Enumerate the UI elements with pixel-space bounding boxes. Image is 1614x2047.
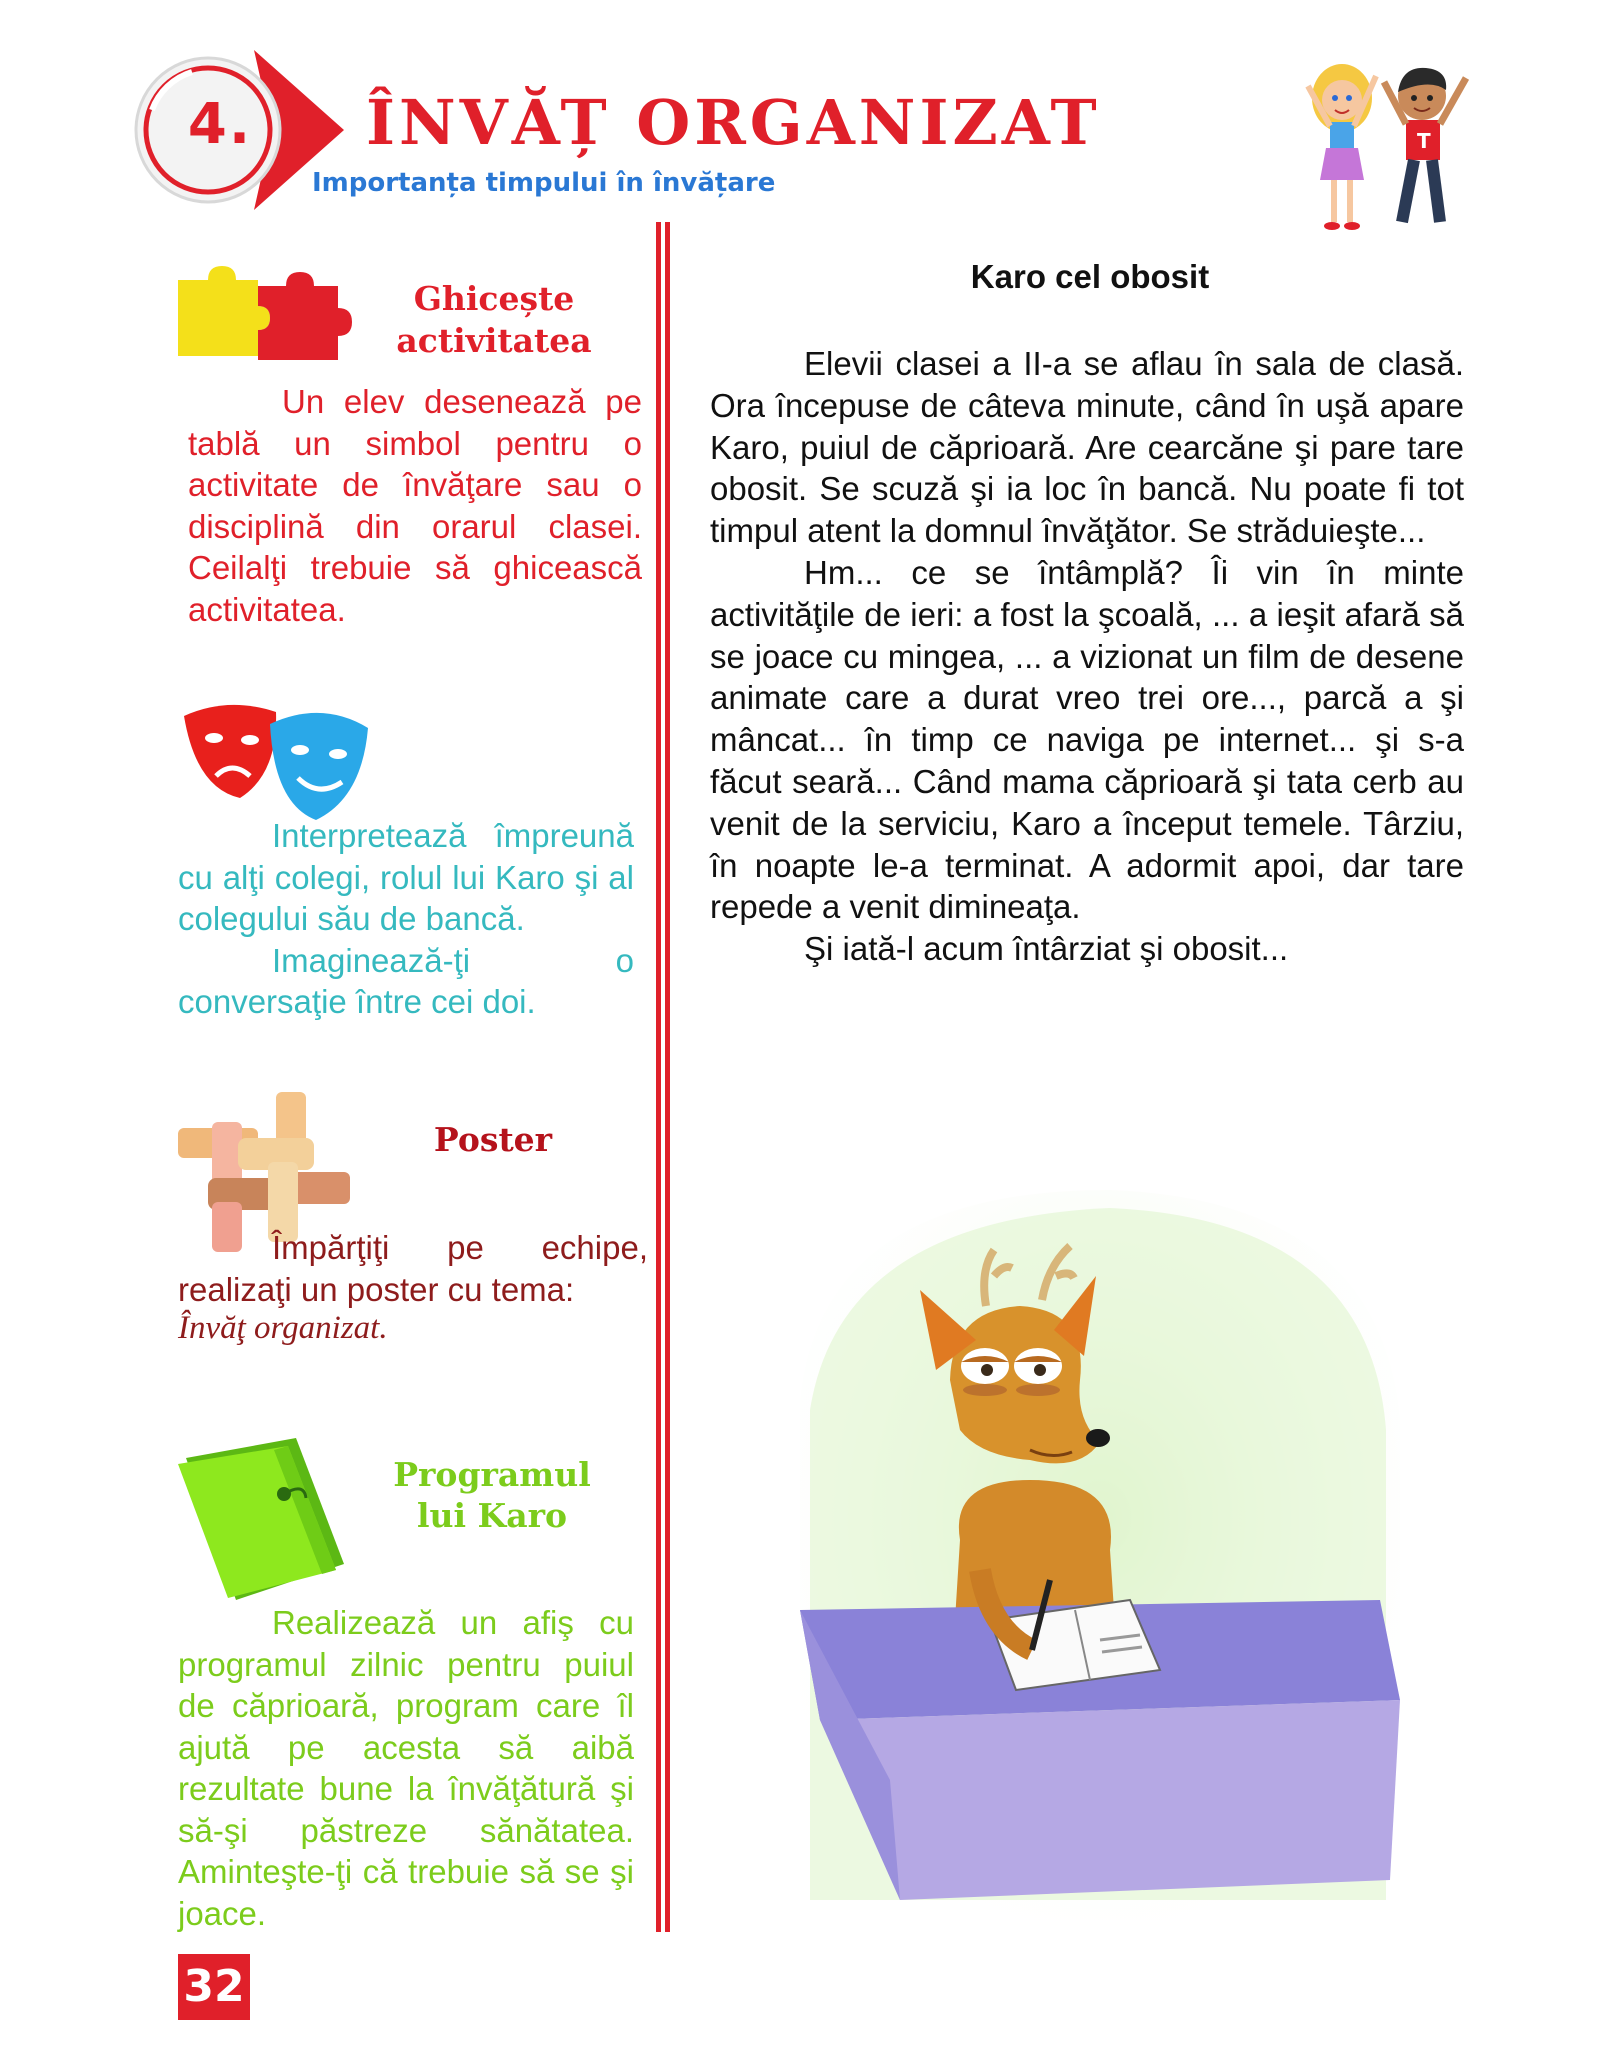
guess-activity-title-line2: activitatea <box>396 321 592 360</box>
story-paragraph-1: Elevii clasei a II-a se aflau în sala de clasă. Ora începuse de câteva minute, când în uşă apare Karo, puiul de căprioară. Are cearcăne şi pare tare obosit. Se scuză şi ia loc în bancă. Nu poate fi tot timpul atent la domnul învăţător. Se străduieşte... <box>710 345 1464 550</box>
column-divider <box>656 222 670 1932</box>
children-waving-illustration <box>1290 56 1490 236</box>
program-title-line1: Programul <box>393 1455 591 1494</box>
page-subtitle: Importanța timpului în învățare <box>312 168 776 198</box>
story-paragraph-3: Şi iată-l acum întârziat şi obosit... <box>804 930 1289 968</box>
guess-activity-title-line1: Ghicește <box>413 279 575 318</box>
interpret-text <box>178 815 634 1023</box>
page-title: ÎNVĂȚ ORGANIZAT <box>366 86 1101 159</box>
poster-topic: Învăţ organizat. <box>178 1310 388 1346</box>
program-title-line2: lui Karo <box>416 1496 567 1535</box>
interpret-paragraph-2: Imaginează-ţi o conversaţie între cei doi. <box>178 941 634 1020</box>
poster-text <box>178 1227 648 1347</box>
svg-text:T: T <box>1417 129 1431 153</box>
poster-title: Poster <box>433 1120 553 1159</box>
program-title <box>386 1454 598 1536</box>
theatre-masks-icon <box>178 694 374 824</box>
program-text: Realizează un afiş cu programul zilnic pentru puiul de căprioară, program care îl ajută pe acesta să aibă rezultate bune la învăţătură şi să-şi păstreze sănătatea. Aminteşte-ţi că trebuie să se şi joace. <box>178 1604 634 1932</box>
poster-paragraph: Împărţiţi pe echipe, realizaţi un poster cu tema: <box>178 1229 648 1308</box>
green-folder-icon <box>178 1438 352 1602</box>
puzzle-pieces-icon <box>178 266 352 360</box>
guess-activity-title <box>376 278 612 362</box>
guess-activity-text: Un elev desenează pe tablă un simbol pentru o activitate de învăţare sau o disciplină din orarul clasei. Ceilalţi trebuie să ghicească activitatea. <box>188 383 642 628</box>
story-paragraph-2: Hm... ce se întâmplă? Îi vin în minte activităţile de ieri: a fost la şcoală, ... a ieşit afară să se joace cu mingea, ... a vizionat un film de desene animate care a durat vreo trei ore..., parcă a şi mâncat... în timp ce naviga pe internet... şi s-a făcut seară... Când mama căprioară şi tata cerb au venit de la serviciu, Karo a început temele. Târziu, în noapte le-a terminat. A adormit apoi, dar tare repede a venit dimineaţa. <box>710 553 1464 926</box>
story-body <box>710 343 1464 970</box>
lesson-number: 4. <box>187 92 253 157</box>
page-number: 32 <box>178 1954 250 2020</box>
interpret-paragraph-1: Interpretează împreună cu alţi colegi, rolul lui Karo şi al colegului său de bancă. <box>178 817 634 937</box>
tired-deer-at-desk-illustration <box>780 1180 1430 1950</box>
story-title: Karo cel obosit <box>970 258 1210 295</box>
